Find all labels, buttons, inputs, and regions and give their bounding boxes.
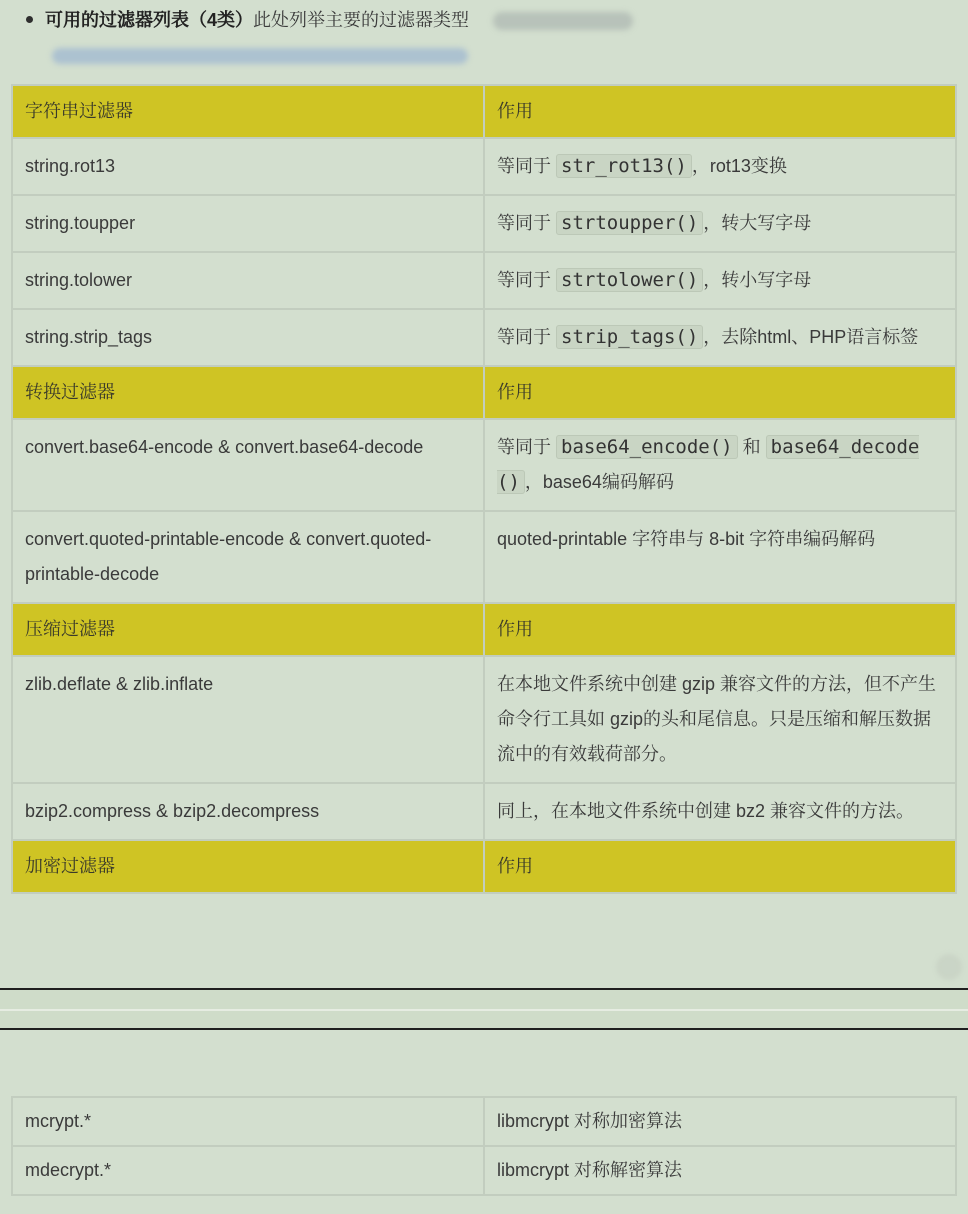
intro-bold: 可用的过滤器列表（4类） — [45, 10, 254, 30]
table-row — [12, 1146, 956, 1195]
header-cell: 压缩过滤器 — [12, 603, 484, 656]
filter-name-cell: string.toupper — [12, 195, 484, 252]
desc-text: ，转小写字母 — [703, 270, 812, 290]
filter-desc-cell: 在本地文件系统中创建 gzip 兼容文件的方法，但不产生命令行工具如 gzip的头和尾信息。只是压缩和解压数据流中的有效载荷部分。 — [484, 656, 956, 783]
table-row — [12, 138, 956, 195]
table-row — [12, 783, 956, 840]
desc-text: ，base64编码解码 — [524, 472, 674, 492]
header-cell: 加密过滤器 — [12, 840, 484, 893]
filter-desc-cell — [484, 195, 956, 252]
intro-bullet — [26, 6, 633, 34]
table-row — [12, 1097, 956, 1146]
header-cell: 作用 — [484, 85, 956, 138]
table-row — [12, 195, 956, 252]
table-header-row — [12, 603, 956, 656]
filter-name-cell: string.rot13 — [12, 138, 484, 195]
filter-name-cell: zlib.deflate & zlib.inflate — [12, 656, 484, 783]
desc-text: 等同于 — [497, 437, 557, 457]
filter-desc-cell — [484, 252, 956, 309]
desc-text: 等同于 — [497, 270, 557, 290]
inline-code: strtolower() — [556, 268, 703, 292]
filter-desc-cell: libmcrypt 对称加密算法 — [484, 1097, 956, 1146]
table-row — [12, 252, 956, 309]
bullet-dot-icon — [26, 16, 33, 23]
header-cell: 转换过滤器 — [12, 366, 484, 419]
filter-desc-cell — [484, 309, 956, 366]
filter-name-cell: bzip2.compress & bzip2.decompress — [12, 783, 484, 840]
filter-name-cell: mcrypt.* — [12, 1097, 484, 1146]
filter-name-cell: string.strip_tags — [12, 309, 484, 366]
blurred-url-link[interactable] — [52, 48, 468, 64]
table-header-row — [12, 840, 956, 893]
filter-name-cell: string.tolower — [12, 252, 484, 309]
filter-name-cell: convert.base64-encode & convert.base64-decode — [12, 419, 484, 511]
desc-text: 等同于 — [497, 156, 557, 176]
blurred-link[interactable] — [493, 12, 633, 30]
table-header-row — [12, 85, 956, 138]
divider-middle — [0, 1009, 968, 1011]
header-cell: 作用 — [484, 366, 956, 419]
inline-code: str_rot13() — [556, 154, 692, 178]
desc-text: ，rot13变换 — [691, 156, 787, 176]
table-header-row — [12, 366, 956, 419]
desc-text: ，转大写字母 — [703, 213, 812, 233]
table-row — [12, 309, 956, 366]
filter-desc-cell: 同上，在本地文件系统中创建 bz2 兼容文件的方法。 — [484, 783, 956, 840]
filter-name-cell: convert.quoted-printable-encode & convert.quoted-printable-decode — [12, 511, 484, 603]
filter-table — [11, 84, 957, 894]
table-row — [12, 511, 956, 603]
filter-desc-cell — [484, 419, 956, 511]
inline-code: strtoupper() — [556, 211, 703, 235]
inline-code: base64_encode() — [556, 435, 738, 459]
filter-desc-cell: quoted-printable 字符串与 8-bit 字符串编码解码 — [484, 511, 956, 603]
crypt-filter-table — [11, 1096, 957, 1196]
filter-desc-cell — [484, 138, 956, 195]
filter-desc-cell: libmcrypt 对称解密算法 — [484, 1146, 956, 1195]
desc-text: 和 — [737, 437, 766, 457]
table-row — [12, 656, 956, 783]
divider-bottom — [0, 1028, 968, 1030]
header-cell: 字符串过滤器 — [12, 85, 484, 138]
desc-text: 等同于 — [497, 213, 557, 233]
table-row — [12, 419, 956, 511]
inline-code: strip_tags() — [556, 325, 703, 349]
desc-text: ，去除html、PHP语言标签 — [703, 327, 919, 347]
divider-top — [0, 988, 968, 990]
scroll-top-button[interactable] — [936, 954, 962, 980]
header-cell: 作用 — [484, 603, 956, 656]
intro-text: 此处列举主要的过滤器类型 — [253, 10, 470, 30]
desc-text: 等同于 — [497, 327, 557, 347]
header-cell: 作用 — [484, 840, 956, 893]
inline-code: base64_decode() — [497, 436, 920, 493]
filter-name-cell: mdecrypt.* — [12, 1146, 484, 1195]
